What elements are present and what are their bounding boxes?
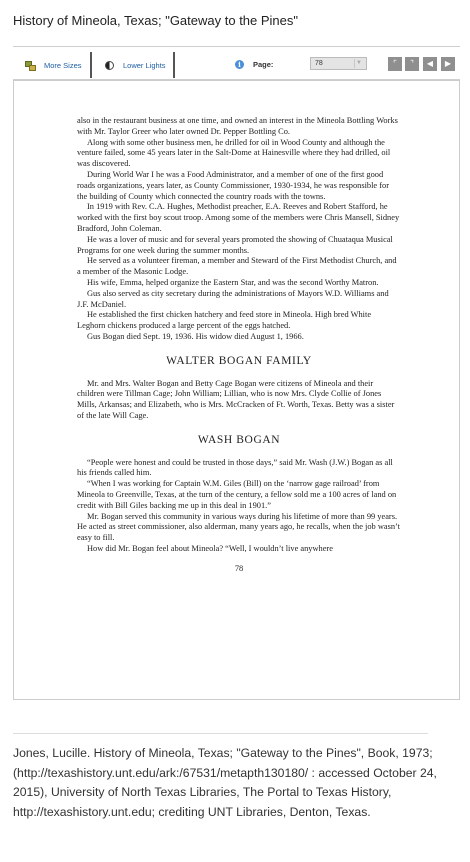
doc-paragraph: He established the first chicken hatchery and feed store in Mineola. High bred White Leghorn chickens produced a large percent of the eggs hatched. (77, 310, 372, 331)
doc-paragraph: Gus Bogan died Sept. 19, 1936. His widow died August 1, 1966. (87, 331, 304, 341)
lower-lights-button[interactable] (105, 52, 166, 79)
first-page-button[interactable] (388, 57, 402, 71)
toolbar-separator (173, 52, 175, 78)
citation-divider (13, 733, 428, 734)
last-page-button[interactable] (405, 57, 419, 71)
section-heading: WASH BOGAN (197, 433, 281, 446)
more-sizes-button[interactable] (25, 52, 82, 79)
doc-paragraph: His wife, Emma, helped organize the Eastern Star, and was the second Worthy Matron. (87, 277, 379, 287)
toolbar-separator (90, 52, 92, 78)
toolbar-top-divider (13, 46, 460, 47)
doc-paragraph: He was a lover of music and for several years promoted the showing of Chuataqua Musical Programs for one week during the summer months. (77, 234, 393, 255)
doc-paragraph: Mr. and Mrs. Walter Bogan and Betty Cage Bogan were citizens of Mineola and their children were Tillman Cage; John William; Lillian, who is now Mrs. Clyde Collie of Jones Mills, Arkansas; and Elizabeth, who is Mrs. McCracken of Ft. Worth, Texas. Betty was a sister of the late Will Cage. (77, 378, 395, 420)
viewer-toolbar (13, 52, 460, 79)
scanned-page (77, 116, 401, 574)
doc-paragraph: In 1919 with Rev. C.A. Hughes, Methodist preacher, E.A. Reeves and Robert Stafford, he worked with the first boy scout troop. Among some of the members were Chris Mansell, Sidney Bradford, John Coleman. (77, 202, 400, 233)
prev-page-button[interactable] (423, 57, 437, 71)
page-select[interactable] (310, 57, 367, 70)
page-number: 78 (234, 563, 244, 573)
chevron-down-icon: ▼ (354, 59, 363, 68)
page-title: History of Mineola, Texas; "Gateway to the Pines" (13, 13, 299, 28)
sizes-icon (25, 61, 36, 71)
doc-paragraph: Along with some other business men, he drilled for oil in Wood County and although the venture failed, some 45 years later in the Salt-Dome at Hainesville where they had drilled, oil was discovered. (77, 137, 391, 169)
page-select-value: 78 (315, 60, 323, 67)
last-page-icon: ⌝ (410, 59, 414, 68)
doc-paragraph: Gus also served as city secretary during the administrations of Mayors W.D. Williams and J.F. McDaniel. (77, 288, 389, 309)
doc-paragraph: Mr. Bogan served this community in various ways during his lifetime of more than 99 years. He acted as street commissioner, also alderman, many years ago, he recalls, when the job wasn’t easy to fill. (77, 511, 401, 543)
prev-page-icon: ◀ (426, 59, 434, 68)
doc-paragraph: also in the restaurant business at one time, and owned an interest in the Mineola Bottling Works with Mr. Taylor Greer who later owned Dr. Pepper Bottling Co. (77, 116, 398, 136)
doc-paragraph: How did Mr. Bogan feel about Mineola? “Well, I wouldn’t live anywhere (87, 543, 333, 553)
doc-paragraph: During World War I he was a Food Administrator, and a member of one of the first good roads organizations, years later, as County Commissioner, 1930-1934, he was responsible for the building of County which connected the country roads with the towns. (77, 169, 390, 201)
doc-paragraph: “People were honest and could be trusted in those days,” said Mr. Wash (J.W.) Bogan as all his friends called him. (77, 457, 393, 478)
page-label: Page: (253, 60, 274, 69)
doc-paragraph: He served as a volunteer fireman, a member and Steward of the First Methodist Church, and a member of the Masonic Lodge. (77, 256, 397, 277)
lower-lights-label: Lower Lights (123, 61, 166, 70)
section-heading: WALTER BOGAN FAMILY (166, 354, 312, 367)
page-viewer[interactable] (13, 80, 460, 700)
more-sizes-label: More Sizes (44, 61, 82, 70)
contrast-icon (105, 61, 114, 70)
next-page-button[interactable] (441, 57, 455, 71)
doc-paragraph: “When I was working for Captain W.M. Giles (Bill) on the ‘narrow gage railroad’ from Mineola to Greenville, Texas, at the turn of the century, a fellow sold me a 100 acres of land on credit with Bill Giles backing me up in this deal in 1901.” (77, 479, 397, 510)
first-page-icon: ⌜ (393, 59, 397, 68)
next-page-icon: ▶ (444, 59, 452, 68)
citation-text: Jones, Lucille. History of Mineola, Texas; "Gateway to the Pines", Book, 1973; (http://texashistory.unt.edu/ark:/67531/metapth130180/ : accessed October 24, 2015), University of North Texas Libraries, The Portal to Texas History, http://texashistory.unt.edu; crediting UNT Libraries, Denton, Texas. (13, 746, 437, 819)
info-icon[interactable]: i (235, 60, 244, 69)
